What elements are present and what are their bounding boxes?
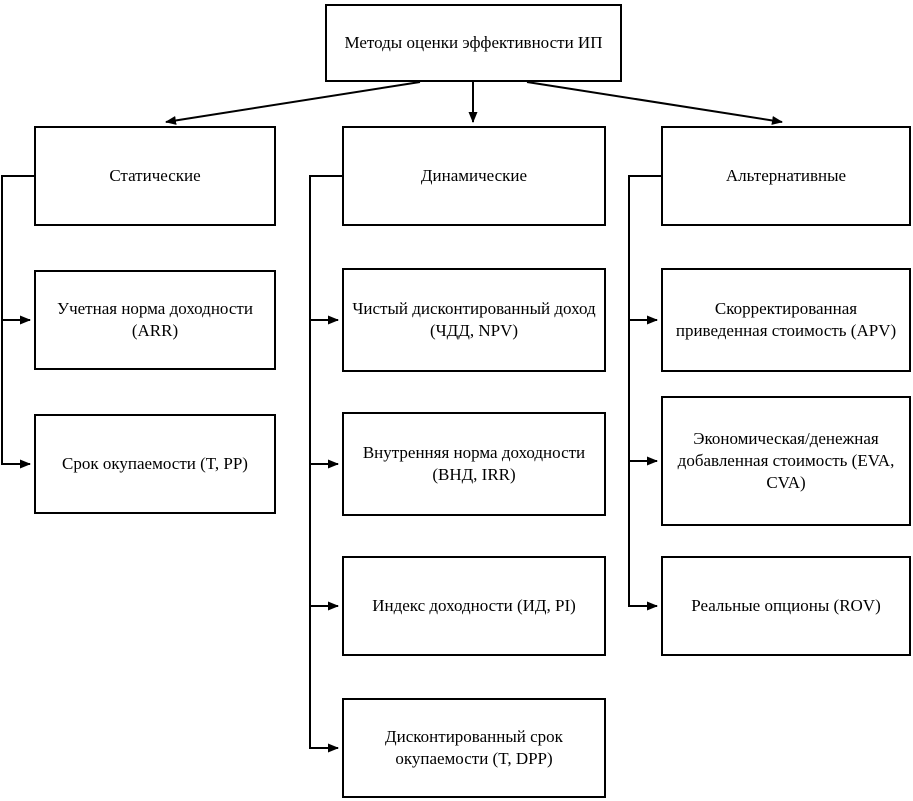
node-pp <box>34 414 276 514</box>
node-rov <box>661 556 911 656</box>
node-rov-label: Реальные опционы (ROV) <box>691 596 881 616</box>
node-npv <box>342 268 606 372</box>
edge-dynamic-bus <box>310 176 342 748</box>
edge-static-bus <box>2 176 34 464</box>
edge-root-to-alternative <box>527 82 782 122</box>
node-eva-label: Экономическая/денежная добавленная стоимость (EVA, CVA) <box>677 429 895 492</box>
node-arr <box>34 270 276 370</box>
node-alternative <box>661 126 911 226</box>
node-dpp <box>342 698 606 798</box>
node-irr <box>342 412 606 516</box>
node-root <box>325 4 622 82</box>
node-irr-label: Внутренняя норма доходности (ВНД, IRR) <box>362 443 586 484</box>
node-pi-label: Индекс доходности (ИД, PI) <box>372 596 576 616</box>
node-npv-label: Чистый дисконтированный доход (ЧДД, NPV) <box>352 299 596 340</box>
node-pp-label: Срок окупаемости (T, PP) <box>62 454 248 474</box>
node-dynamic <box>342 126 606 226</box>
node-dynamic-label: Динамические <box>420 166 528 186</box>
node-apv-label: Скорректированная приведенная стоимость (APV) <box>675 299 897 340</box>
node-eva <box>661 396 911 526</box>
node-apv <box>661 268 911 372</box>
node-dpp-label: Дисконтированный срок окупаемости (T, DPP) <box>385 727 563 768</box>
node-static <box>34 126 276 226</box>
edge-alternative-bus <box>629 176 661 606</box>
node-arr-label: Учетная норма доходности (ARR) <box>57 299 253 340</box>
node-root-label: Методы оценки эффективности ИП <box>344 33 603 53</box>
edge-root-to-static <box>166 82 420 122</box>
node-alternative-label: Альтернативные <box>725 166 847 186</box>
node-pi <box>342 556 606 656</box>
node-static-label: Статические <box>109 166 201 186</box>
